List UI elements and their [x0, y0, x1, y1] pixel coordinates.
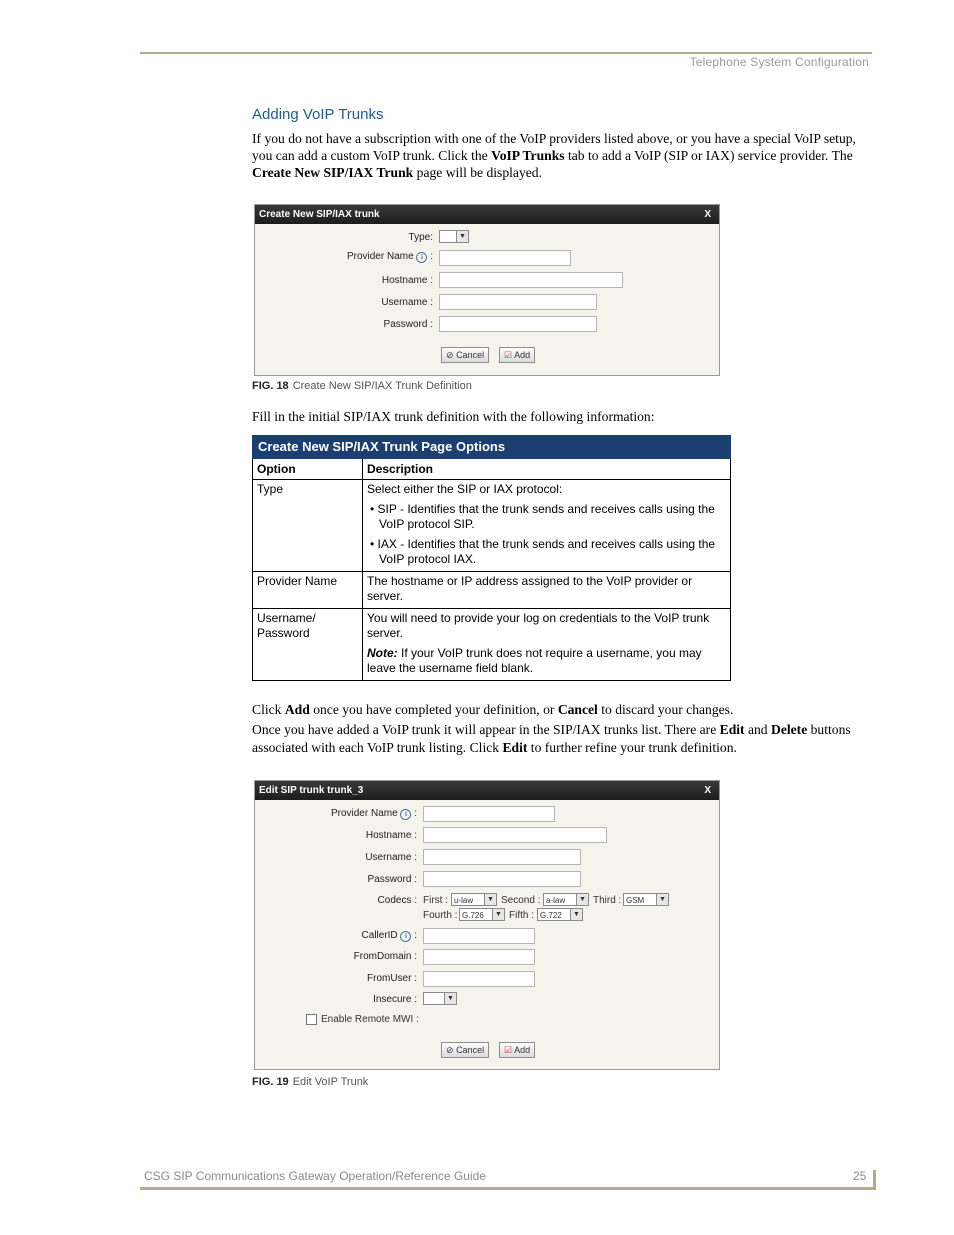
intro-paragraph: If you do not have a subscription with one of the VoIP providers listed above, or you have a special VoIP setup, you can add a custom VoIP trunk. Click the VoIP Trunks tab to add a VoIP (SIP or IAX) service provider. The Create New SIP/IAX Trunk page will be displayed.: [252, 131, 856, 180]
edit-trunk-dialog: [254, 780, 720, 1070]
codecs-label: Codecs :: [377, 895, 417, 906]
type-select[interactable]: [439, 230, 469, 243]
table-row: [253, 609, 731, 681]
hostname-label: Hostname :: [381, 275, 433, 286]
enable-remote-mwi-checkbox[interactable]: [306, 1014, 317, 1025]
figure-19-caption: FIG. 19 Edit VoIP Trunk: [252, 1076, 369, 1088]
callerid-label: CallerID i :: [361, 930, 417, 941]
password-label: Password :: [367, 874, 417, 885]
hostname-label: Hostname :: [365, 830, 417, 841]
fifth-label: Fifth :: [509, 910, 535, 921]
insecure-select[interactable]: [423, 992, 457, 1005]
column-header-description: Description: [363, 459, 731, 480]
options-table: [252, 435, 731, 681]
hostname-input[interactable]: [423, 827, 607, 843]
chevron-down-icon: ▼: [484, 894, 496, 905]
add-button[interactable]: ☑ Add: [499, 1042, 535, 1058]
info-icon[interactable]: i: [416, 252, 427, 263]
cancel-button[interactable]: ⊘ Cancel: [441, 347, 489, 363]
username-label: Username :: [365, 852, 417, 863]
fromdomain-input[interactable]: [423, 949, 535, 965]
footer-guide-title: CSG SIP Communications Gateway Operation/Reference Guide: [144, 1169, 486, 1183]
username-input[interactable]: [439, 294, 597, 310]
insecure-label: Insecure :: [373, 994, 417, 1005]
chevron-down-icon: ▼: [492, 909, 504, 920]
close-icon[interactable]: X: [704, 209, 711, 220]
column-header-option: Option: [253, 459, 363, 480]
check-icon: ☑: [504, 1045, 513, 1055]
provider-name-label: Provider Name i :: [330, 808, 417, 819]
header-rule: [140, 52, 872, 54]
description-cell: You will need to provide your log on credentials to the VoIP trunk server. Note: If your VoIP trunk does not require a username, you may leave the username field blank.: [363, 609, 731, 681]
check-icon: ☑: [504, 350, 513, 360]
fill-in-paragraph: Fill in the initial SIP/IAX trunk definition with the following information:: [252, 409, 655, 424]
second-label: Second :: [501, 895, 541, 906]
second-codec-select[interactable]: a-law ▼: [543, 893, 589, 906]
fromdomain-label: FromDomain :: [353, 951, 417, 962]
table-row: [253, 480, 731, 572]
option-cell: Type: [253, 480, 363, 572]
callerid-input[interactable]: [423, 928, 535, 944]
fourth-codec-select[interactable]: G.726 ▼: [459, 908, 505, 921]
enable-remote-mwi-label: Enable Remote MWI :: [321, 1014, 419, 1025]
note-label: Note:: [367, 646, 398, 660]
info-icon[interactable]: i: [400, 809, 411, 820]
cancel-icon: ⊘: [446, 350, 454, 360]
cancel-icon: ⊘: [446, 1045, 454, 1055]
figure-18-caption: FIG. 18 Create New SIP/IAX Trunk Definition: [252, 380, 472, 392]
first-codec-select[interactable]: u-law ▼: [451, 893, 497, 906]
table-row: [253, 572, 731, 609]
bullet-item: • IAX - Identifies that the trunk sends and receives calls using the VoIP protocol IAX.: [370, 537, 716, 566]
first-label: First :: [423, 895, 448, 906]
dialog-title: Create New SIP/IAX trunk: [259, 209, 380, 220]
fifth-codec-select[interactable]: G.722 ▼: [537, 908, 583, 921]
click-add-paragraph: Click Add once you have completed your definition, or Cancel to discard your changes.: [252, 702, 734, 717]
chevron-down-icon: ▼: [570, 909, 582, 920]
description-cell: Select either the SIP or IAX protocol: • SIP - Identifies that the trunk sends and receives calls using the VoIP protocol SIP. • IAX - Identifies that the trunk sends and receives calls using the VoIP protocol IAX.: [363, 480, 731, 572]
third-label: Third :: [593, 895, 622, 906]
running-header: Telephone System Configuration: [689, 55, 869, 69]
username-label: Username :: [381, 297, 433, 308]
chevron-down-icon: ▼: [576, 894, 588, 905]
chevron-down-icon: ▼: [444, 993, 456, 1004]
password-input[interactable]: [439, 316, 597, 332]
add-button[interactable]: ☑ Add: [499, 347, 535, 363]
table-caption: Create New SIP/IAX Trunk Page Options: [253, 436, 731, 459]
fourth-label: Fourth :: [423, 910, 458, 921]
hostname-input[interactable]: [439, 272, 623, 288]
dialog-title-bar: [255, 781, 719, 800]
third-codec-select[interactable]: GSM ▼: [623, 893, 669, 906]
option-cell: Provider Name: [253, 572, 363, 609]
provider-name-label: Provider Name i :: [346, 251, 433, 262]
type-label: Type:: [408, 232, 433, 243]
bullet-item: • SIP - Identifies that the trunk sends and receives calls using the VoIP protocol SIP.: [370, 502, 715, 531]
footer-rule: [140, 1187, 876, 1190]
description-cell: The hostname or IP address assigned to the VoIP provider or server.: [363, 572, 731, 609]
cancel-button[interactable]: ⊘ Cancel: [441, 1042, 489, 1058]
username-input[interactable]: [423, 849, 581, 865]
chevron-down-icon: ▼: [456, 231, 468, 242]
chevron-down-icon: ▼: [656, 894, 668, 905]
password-label: Password :: [383, 319, 433, 330]
fromuser-input[interactable]: [423, 971, 535, 987]
page-number: 25: [853, 1169, 867, 1183]
option-cell: Username/ Password: [253, 609, 363, 681]
password-input[interactable]: [423, 871, 581, 887]
dialog-title: Edit SIP trunk trunk_3: [259, 785, 364, 796]
provider-name-input[interactable]: [423, 806, 555, 822]
once-added-paragraph: Once you have added a VoIP trunk it will appear in the SIP/IAX trunks list. There are Edit and Delete buttons associated with each VoIP trunk listing. Click Edit to further refine your trunk definition.: [252, 722, 851, 755]
section-title: Adding VoIP Trunks: [252, 106, 384, 123]
close-icon[interactable]: X: [704, 785, 711, 796]
provider-name-input[interactable]: [439, 250, 571, 266]
info-icon[interactable]: i: [400, 931, 411, 942]
create-trunk-dialog: [254, 204, 720, 376]
dialog-title-bar: [255, 205, 719, 224]
fromuser-label: FromUser :: [367, 973, 417, 984]
